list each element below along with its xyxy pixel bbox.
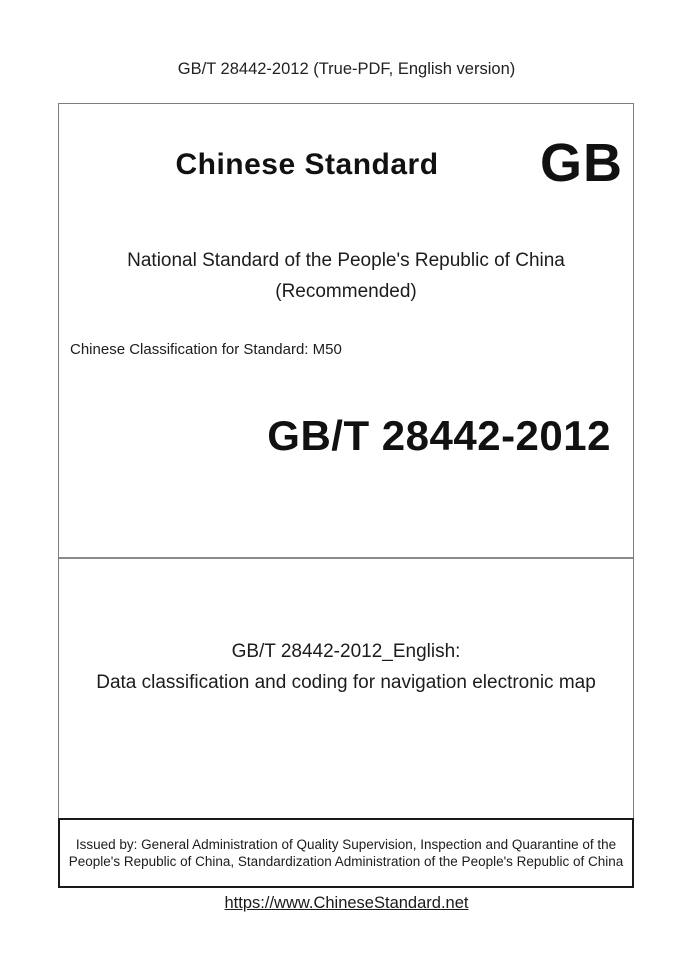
issuer-text: Issued by: General Administration of Quality Supervision, Inspection and Quarantine of the People's Republic of China, Standardization Administration of the People's Republic of China [68,836,624,869]
national-standard-line: National Standard of the People's Republic of China [127,250,565,271]
standard-number: GB/T 28442-2012 [267,412,611,459]
gb-logo: GB [540,133,623,193]
section-divider [59,557,633,559]
brand-title: Chinese Standard [175,148,439,181]
recommended-line: (Recommended) [275,281,417,302]
issuer-box [58,818,634,888]
website-link[interactable]: https://www.ChineseStandard.net [224,894,469,912]
document-header-title: GB/T 28442-2012 (True-PDF, English version) [177,60,516,78]
english-title: Data classification and coding for navigation electronic map [96,672,596,693]
english-title-label: GB/T 28442-2012_English: [231,641,461,662]
cover-main-box [58,103,634,819]
footer [0,894,693,913]
classification-line: Chinese Classification for Standard: M50 [70,341,342,358]
